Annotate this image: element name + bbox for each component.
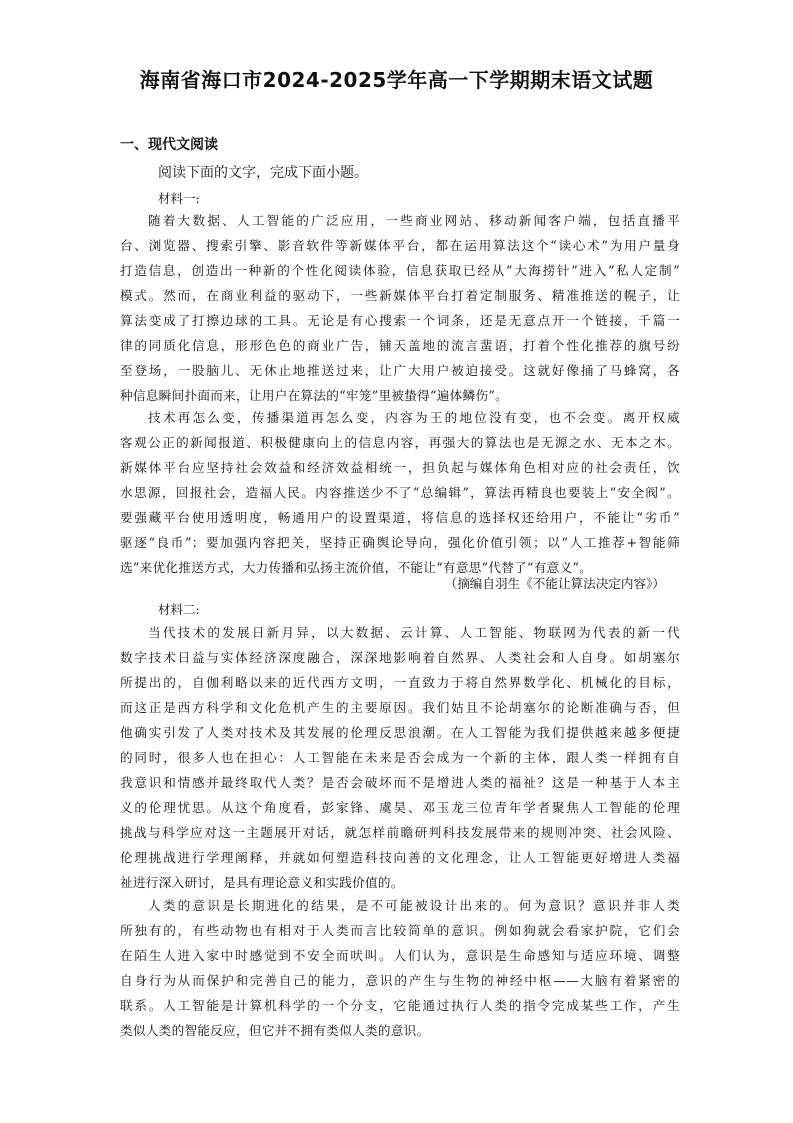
text-line: 技术再怎么变，传播渠道再怎么变，内容为王的地位没有变，也不会变。离开权威 xyxy=(148,410,680,425)
material2-paragraph1 xyxy=(120,620,680,895)
material2-paragraph2 xyxy=(120,893,680,1043)
text-line: 在陌生人进入家中时感觉到不安全而吠叫。人们认为，意识是生命感知与适应环境、调整 xyxy=(120,948,680,963)
text-line: 打造信息，创造出一种新的个性化阅读体验，信息获取已经从“大海捞针”进入“私人定制” xyxy=(120,263,680,278)
text-line: 新媒体平台应坚持社会效益和经济效益相统一，担负起与媒体角色相对应的社会责任，饮 xyxy=(120,460,680,475)
text-line: 种信息瞬间扑面而来，让用户在算法的“牢笼”里被蛰得“遍体鳞伤”。 xyxy=(120,388,508,403)
text-line: 所独有的，有些动物也有相对于人类而言比较简单的意识。例如狗就会看家护院，它们会 xyxy=(120,923,680,938)
text-line: 至登场，一股脑儿、无休止地推送过来，让广大用户被迫接受。这就好像捅了马蜂窝，各 xyxy=(120,363,680,378)
text-line: 当代技术的发展日新月异，以大数据、云计算、人工智能、物联网为代表的新一代 xyxy=(148,625,680,640)
text-line: 驱逐“良币”；要加强内容把关，坚持正确舆论导向，强化价值引领；以“人工推荐+智能筛 xyxy=(120,535,680,550)
text-line: 联系。人工智能是计算机科学的一个分支，它能通过执行人类的指令完成某些工作，产生 xyxy=(120,998,680,1013)
text-line: 要强藏平台使用透明度，畅通用户的设置渠道，将信息的选择权还给用户，不能让“劣币” xyxy=(120,510,680,525)
text-line: 义的伦理忧思。从这个角度看，彭家锋、虞昊、邓玉龙三位青年学者聚焦人工智能的伦理 xyxy=(120,800,680,815)
text-line: 台、浏览器、搜索引擎、影音软件等新媒体平台，都在运用算法这个“读心术”为用户量身 xyxy=(120,238,680,253)
text-line: 而这正是西方科学和文化危机产生的主要原因。我们姑且不论胡塞尔的论断准确与否，但 xyxy=(120,700,680,715)
instruction-text: 阅读下面的文字，完成下面小题。 xyxy=(158,165,368,181)
text-line: 挑战与科学应对这一主题展开对话，就怎样前瞻研判科技发展带来的规则冲突、社会风险、 xyxy=(120,825,680,840)
text-line: 数字技术日益与实体经济深度融合，深深地影响着自然界、人类社会和人自身。如胡塞尔 xyxy=(120,650,680,665)
text-line: 所提出的，自伽利略以来的近代西方文明，一直致力于将自然界数学化、机械化的目标， xyxy=(120,675,680,690)
text-line: 模式。然而，在商业利益的驱动下，一些新媒体平台打着定制服务、精准推送的幌子，让 xyxy=(120,288,680,303)
text-line: 的同时，很多人也在担心：人工智能在未来是否会成为一个新的主体，跟人类一样拥有自 xyxy=(120,750,680,765)
text-line: 算法变成了打擦边球的工具。无论是有心搜索一个词条，还是无意点开一个链接，千篇一 xyxy=(120,313,680,328)
material1-source: （摘编自羽生《不能让算法决定内容》） xyxy=(444,576,665,591)
section-heading: 一、现代文阅读 xyxy=(120,137,218,153)
material2-label: 材料二: xyxy=(158,602,200,617)
text-line: 他确实引发了人类对技术及其发展的伦理反思浪潮。在人工智能为我们提供越来越多便捷 xyxy=(120,725,680,740)
material1-label: 材料一: xyxy=(158,191,200,206)
text-line: 人类的意识是长期进化的结果，是不可能被设计出来的。何为意识？意识并非人类 xyxy=(148,898,680,913)
material1-paragraph1 xyxy=(120,208,680,408)
material1-paragraph2 xyxy=(120,405,680,580)
text-line: 客观公正的新闻报道、积极健康向上的信息内容，再强大的算法也是无源之水、无本之木。 xyxy=(120,435,680,450)
page-title: 海南省海口市2024-2025学年高一下学期期末语文试题 xyxy=(139,68,654,92)
text-line: 祉进行深入研讨，是具有理论意义和实践价值的。 xyxy=(120,875,404,890)
text-line: 自身行为从而保护和完善自己的能力，意识的产生与生物的神经中枢——大脑有着紧密的 xyxy=(120,973,680,988)
text-line: 我意识和情感并最终取代人类？是否会破坏而不是增进人类的福祉？这是一种基于人本主 xyxy=(120,775,680,790)
text-line: 选”来优化推送方式，大力传播和弘扬主流价值，不能让“有意思”代替了“有意义”。 xyxy=(120,560,593,575)
text-line: 律的同质化信息，形形色色的商业广告，铺天盖地的流言蜚语，打着个性化推荐的旗号纷 xyxy=(120,338,680,353)
text-line: 类似人类的智能反应，但它并不拥有类似人类的意识。 xyxy=(120,1023,430,1038)
text-line: 随着大数据、人工智能的广泛应用，一些商业网站、移动新闻客户端，包括直播平 xyxy=(148,213,680,228)
text-line: 伦理挑战进行学理阐释，并就如何塑造科技向善的文化理念，让人工智能更好增进人类福 xyxy=(120,850,680,865)
text-line: 水思源，回报社会，造福人民。内容推送少不了“总编辑”，算法再精良也要装上“安全阀”。 xyxy=(120,485,680,500)
